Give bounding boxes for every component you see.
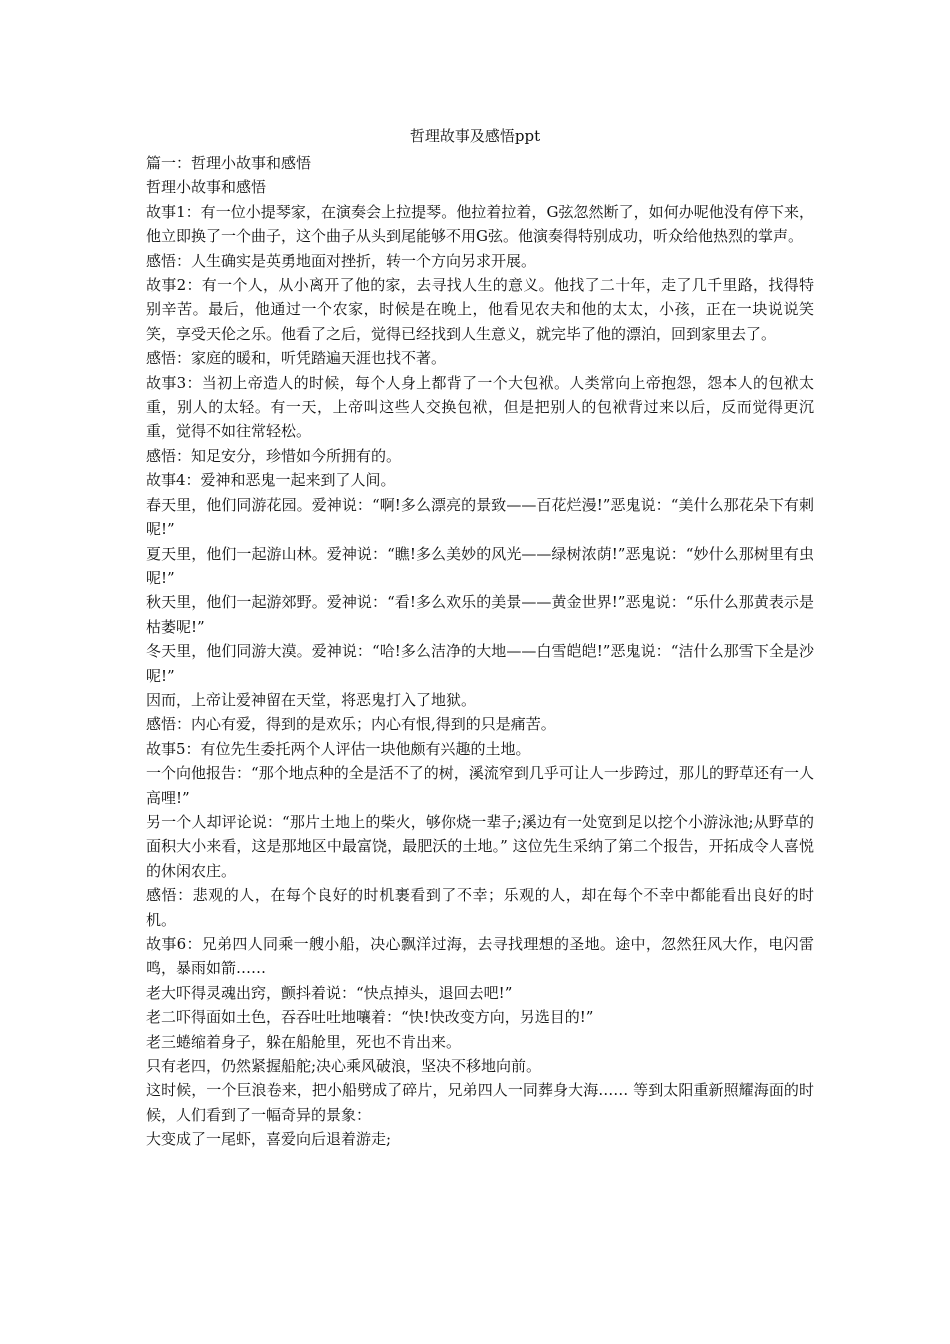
document-body xyxy=(146,151,814,1152)
story-6-brother-1: 老大吓得灵魂出窍，颤抖着说：“快点掉头，退回去吧!” xyxy=(146,983,513,1002)
story-4-spring: 春天里，他们同游花园。爱神说：“啊!多么漂亮的景致——百花烂漫!”恶鬼说：“美什么那花朵下有刺呢!” xyxy=(146,495,814,539)
story-4-ending: 因而，上帝让爱神留在天堂，将恶鬼打入了地狱。 xyxy=(146,690,477,709)
section-heading: 篇一：哲理小故事和感悟 xyxy=(146,154,312,172)
story-1: 故事1：有一位小提琴家，在演奏会上拉提琴。他拉着拉着，G弦忽然断了，如何办呢他没有停下来，他立即换了一个曲子，这个曲子从头到尾能够不用G弦。他演奏得特别成功，听众给他热烈的掌声。 xyxy=(146,202,814,246)
story-4-winter: 冬天里，他们同游大漠。爱神说：“哈!多么洁净的大地——白雪皑皑!”恶鬼说：“洁什么那雪下全是沙呢!” xyxy=(146,642,814,685)
story-4-summer: 夏天里，他们一起游山林。爱神说：“瞧!多么美妙的风光——绿树浓荫!”恶鬼说：“妙什么那树里有虫呢!” xyxy=(146,544,814,587)
story-4-intro: 故事4：爱神和恶鬼一起来到了人间。 xyxy=(146,471,396,490)
story-6-wave: 这时候，一个巨浪卷来，把小船劈成了碎片，兄弟四人一同葬身大海…… 等到太阳重新照耀海面的时候，人们看到了一幅奇异的景象： xyxy=(146,1081,814,1124)
story-6-brother-4: 只有老四，仍然紧握船舵;决心乘风破浪，坚决不移地向前。 xyxy=(146,1057,542,1076)
story-6-transformation: 大变成了一尾虾，喜爱向后退着游走; xyxy=(146,1130,392,1149)
subheading: 哲理小故事和感悟 xyxy=(146,178,267,197)
story-6-brother-2: 老二吓得面如土色，吞吞吐吐地嚷着：“快!快改变方向，另选目的!” xyxy=(146,1008,594,1027)
story-2: 故事2：有一个人，从小离开了他的家，去寻找人生的意义。他找了二十年，走了几千里路，找得特别辛苦。最后，他通过一个农家，时候是在晚上，他看见农夫和他的太太，小孩，正在一块说说笑笑，享受天伦之乐。他看了之后，觉得已经找到人生意义，就完毕了他的漂泊，回到家里去了。 xyxy=(146,276,814,343)
insight-1: 感悟：人生确实是英勇地面对挫折，转一个方向另求开展。 xyxy=(146,251,537,270)
insight-5: 感悟：悲观的人，在每个良好的时机裹看到了不幸；乐观的人，却在每个不幸中都能看出良好的时机。 xyxy=(146,886,814,929)
document-title: 哲理故事及感悟ppt xyxy=(409,127,541,145)
insight-3: 感悟：知足安分，珍惜如今所拥有的。 xyxy=(146,446,402,465)
story-6-intro: 故事6：兄弟四人同乘一艘小船，决心飘洋过海，去寻找理想的圣地。途中，忽然狂风大作，电闪雷鸣，暴雨如箭…… xyxy=(146,935,814,978)
insight-2: 感悟：家庭的暖和，听凭踏遍天涯也找不著。 xyxy=(146,349,447,368)
story-6-brother-3: 老三蜷缩着身子，躲在船舱里，死也不肯出来。 xyxy=(146,1032,462,1051)
story-3: 故事3：当初上帝造人的时候，每个人身上都背了一个大包袱。人类常向上帝抱怨，怨本人的包袱太重，别人的太轻。有一天，上帝叫这些人交换包袱，但是把别人的包袱背过来以后，反而觉得更沉重，觉得不如往常轻松。 xyxy=(146,373,814,441)
story-5-report-2: 另一个人却评论说：“那片土地上的柴火，够你烧一辈子;溪边有一处宽到足以挖个小游泳池;从野草的面积大小来看，这是那地区中最富饶，最肥沃的土地。” 这位先生采纳了第二个报告，开拓成令人喜悦的休闲农庄。 xyxy=(146,812,814,880)
insight-4: 感悟：内心有爱，得到的是欢乐；内心有恨,得到的只是痛苦。 xyxy=(146,715,556,734)
story-5-report-1: 一个向他报告：“那个地点种的全是活不了的树，溪流窄到几乎可让人一步跨过，那儿的野草还有一人高哩!” xyxy=(146,764,814,807)
story-5-intro: 故事5：有位先生委托两个人评估一块他颇有兴趣的土地。 xyxy=(146,739,531,758)
story-4-autumn: 秋天里，他们一起游郊野。爱神说：“看!多么欢乐的美景——黄金世界!”恶鬼说：“乐什么那黄表示是枯萎呢!” xyxy=(146,593,814,636)
